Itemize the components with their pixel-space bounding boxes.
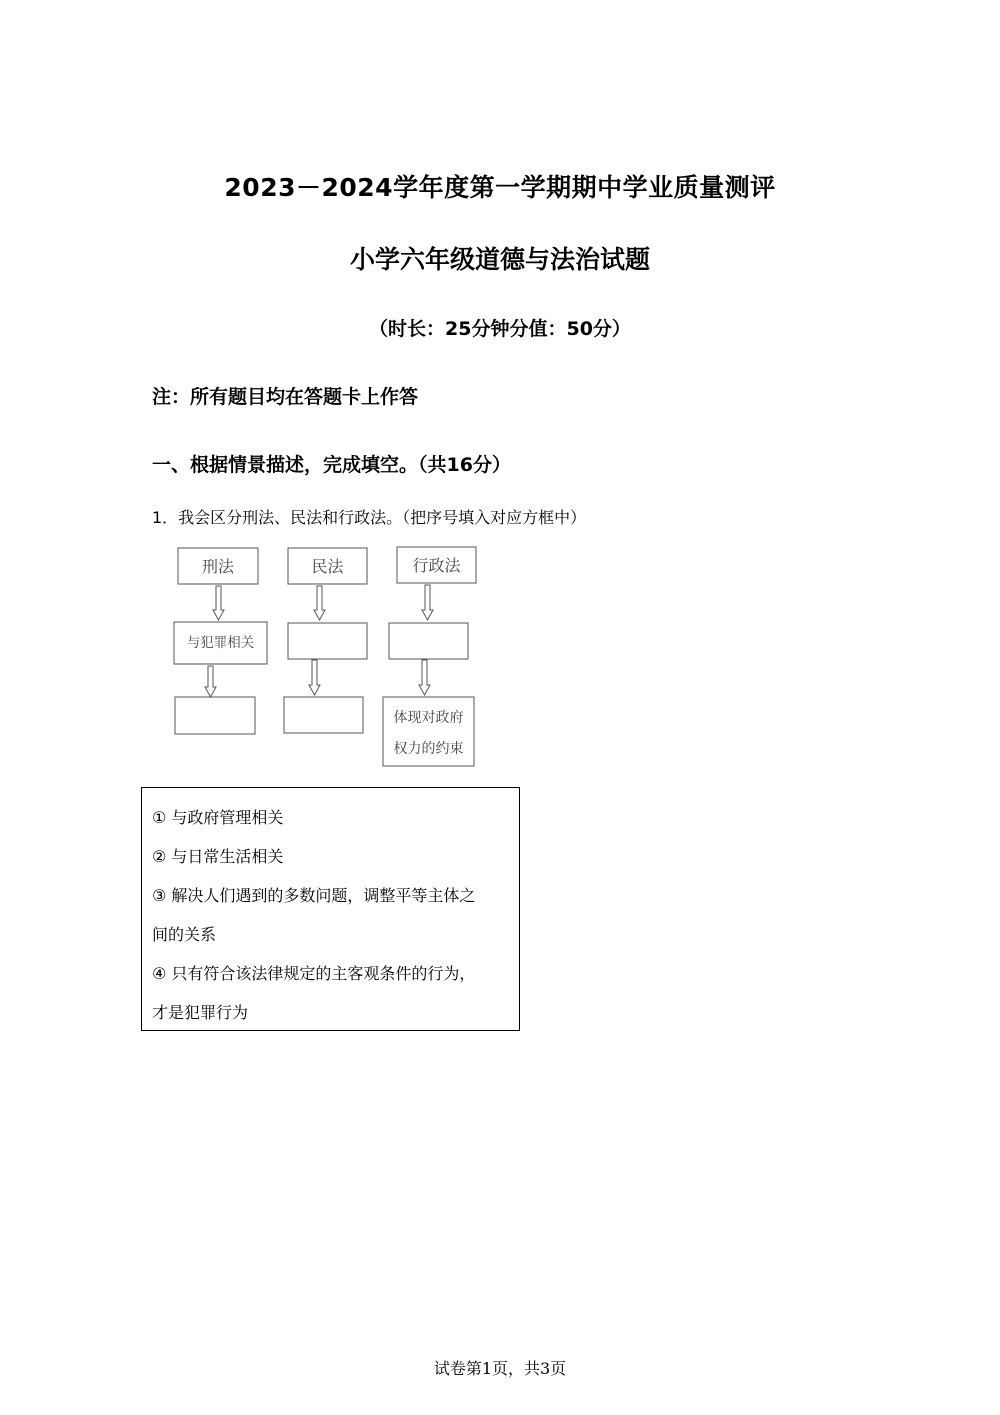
exam-note: 注：所有题目均在答题卡上作答 <box>152 386 419 408</box>
law-classification-diagram <box>160 540 490 772</box>
admin-law-label: 行政法 <box>412 556 461 575</box>
options-box <box>141 787 520 1031</box>
option-2: ② 与日常生活相关 <box>152 847 284 866</box>
page-footer: 试卷第1页，共3页 <box>433 1359 567 1378</box>
criminal-law-middle-label: 与犯罪相关 <box>186 635 255 651</box>
option-1: ① 与政府管理相关 <box>152 808 284 827</box>
exam-title: 2023－2024学年度第一学期期中学业质量测评 <box>224 173 776 202</box>
option-3-line1: ③ 解决人们遇到的多数问题，调整平等主体之 <box>152 886 476 905</box>
civil-law-label: 民法 <box>311 557 344 576</box>
option-4-line2: 才是犯罪行为 <box>152 1003 249 1022</box>
option-3-line2: 间的关系 <box>152 925 217 944</box>
box-civil-law-bottom <box>284 697 363 733</box>
option-4-line1: ④ 只有符合该法律规定的主客观条件的行为， <box>152 964 476 983</box>
admin-law-bottom-line1: 体现对政府 <box>393 710 464 726</box>
arrow-down-icon <box>213 586 224 620</box>
box-admin-law-middle <box>389 623 468 659</box>
box-criminal-law-bottom <box>175 697 255 734</box>
admin-law-bottom-line2: 权力的约束 <box>393 741 464 757</box>
criminal-law-label: 刑法 <box>201 557 235 576</box>
arrow-down-icon <box>309 660 320 695</box>
section-heading: 一、根据情景描述，完成填空。（共16分） <box>152 454 511 476</box>
arrow-down-icon <box>314 586 325 620</box>
arrow-down-icon <box>419 660 430 695</box>
exam-duration-score: （时长：25分钟分值：50分） <box>369 318 631 340</box>
exam-subtitle: 小学六年级道德与法治试题 <box>349 245 650 274</box>
arrow-down-icon <box>205 666 216 697</box>
arrow-down-icon <box>422 585 433 620</box>
question-1-text: 1．我会区分刑法、民法和行政法。（把序号填入对应方框中） <box>152 508 587 527</box>
box-civil-law-middle <box>288 623 367 659</box>
